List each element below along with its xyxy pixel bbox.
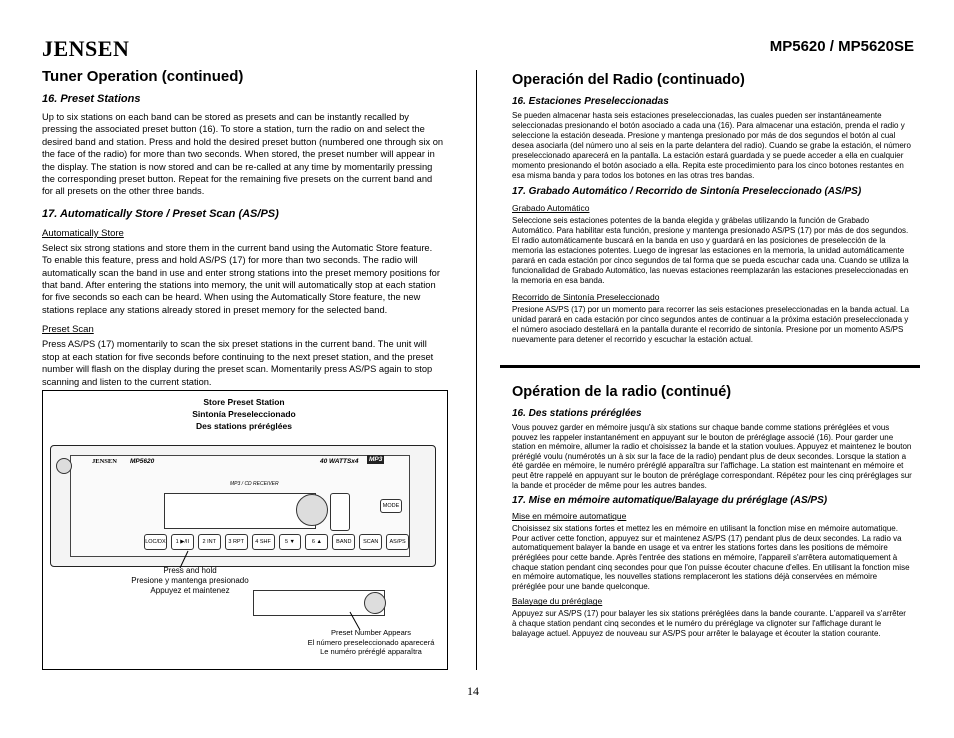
fr-bp-body: Appuyez sur AS/PS (17) pour balayer les six stations préréglées dans la bande courante. L'appareil va s'arrêter à chaque station pendant cinq secondes et le numéro du préréglage va clignoter sur l'affichage durant le balayage actuel. Appuyez de nouveau sur AS/PS pour arrêter le balayage et écouter la station courante. (512, 609, 906, 638)
en-s16-title: 16. Preset Stations (42, 93, 141, 105)
caption-es: Sintonía Preseleccionado (192, 409, 296, 419)
radio-display (164, 493, 316, 529)
es-rs-subtitle: Recorrido de Sintonía Preseleccionado (512, 292, 660, 302)
preset-2-button: 2 INT (198, 534, 221, 550)
en-ps-body: Press AS/PS (17) momentarily to scan the six preset stations in the current band. The unit will stop at each station for five seconds before continuing to the next preset station, and the preset number will flash on the display during the preset scan. Momentarily press AS/PS again to stop scanning and listen to the current station. (42, 339, 434, 387)
locdx-button: LOC/DX (144, 534, 167, 550)
brand-logo: JENSEN (42, 36, 130, 61)
fr-mm-body: Choisissez six stations fortes et mettez les en mémoire en utilisant la fonction mise en mémoire automatique. Pour activer cette fonction, appuyez sur et maintenez AS/PS (17) pendant plus de deux secondes. La radio va automatiquement balayer la bande en usage et va entrer les stations fortes dans les positions de mémoire préréglées pour cette bande. Après l'entrée des stations en mémoire, l'appareil s'arrêtera automatiquement à chaque station pendant cinq secondes pour que l'on puisse écouter chacune d'elles. En utilisant la fonction mise en mémoire automatique, les nouvelles stations remplaceront les stations déjà conservées en mémoire préréglée pour une bande quelconque. (512, 524, 910, 591)
mode-button: MODE (380, 499, 402, 513)
spanish-title: Operación del Radio (continuado) (512, 72, 745, 88)
page-number: 14 (467, 684, 479, 698)
preset-appears-fr: Le numéro préréglé apparaîtra (320, 647, 422, 656)
en-s16-body: Up to six stations on each band can be stored as presets and can be instantly recalled by pressing the associated preset button (16). To store a station, turn the radio on and select the desired band and station. Press and hold the desired preset button (numbered one through six on the face of the radio) for more than two seconds. When stored, the preset number will appear in the display. The station is now stored and can be re-called at any time by momentarily pressing the corresponding preset button. Repeat for the remaining five presets on the current band and for all presets on the other three bands. (42, 112, 444, 197)
fr-mm-subtitle: Mise en mémoire automatique (512, 511, 627, 522)
side-button-group (330, 493, 350, 531)
preset-6-button: 6 ▲ (305, 534, 328, 550)
radio-power-label: 40 WATTSx4 (320, 458, 359, 465)
band-button: BAND (332, 534, 355, 550)
es-s16-title: 16. Estaciones Preseleccionadas (512, 96, 669, 107)
preset-appears-es: El número preseleccionado aparecerá (307, 637, 435, 647)
english-title: Tuner Operation (continued) (42, 68, 244, 85)
caption-en: Store Preset Station (203, 397, 285, 407)
power-knob-icon (56, 458, 72, 474)
english-section (42, 68, 444, 394)
preset-1-button: 1 ▶/II (171, 534, 194, 550)
caption-fr: Des stations préréglées (196, 421, 292, 431)
en-ps-subtitle: Preset Scan (42, 324, 94, 336)
scan-button: SCAN (359, 534, 382, 550)
french-title: Opération de la radio (continué) (512, 384, 732, 400)
fr-s16-title: 16. Des stations préréglées (512, 408, 642, 419)
preset-appears-callout (286, 628, 456, 657)
preset-5-button: 5 ▼ (279, 534, 302, 550)
en-as-subtitle: Automatically Store (42, 227, 124, 239)
es-s17-title: 17. Grabado Automático / Recorrido de Sintonía Preseleccionado (AS/PS) (512, 186, 862, 197)
radio-model-label: MP5620 (130, 458, 155, 465)
fr-bp-subtitle: Balayage du préréglage (512, 596, 603, 607)
en-s17-title: 17. Automatically Store / Preset Scan (AS/PS) (42, 207, 279, 220)
model-title: MP5620 / MP5620SE (769, 38, 914, 55)
fr-s17-title: 17. Mise en mémoire automatique/Balayage du préréglage (AS/PS) (512, 495, 828, 507)
en-as-body: Select six strong stations and store them in the current band using the Automatic Store feature. To enable this feature, press and hold AS/PS (17) for more than two seconds. The radio will automatically scan the band in use and enter strong stations into the preset memory positions for that band. After entering the stations into memory, the unit will automatically stop at each station for five seconds so each can be heard. When using the Automatically Store feature, the new stations replace any stations already stored in preset memory for the selected band. (42, 242, 440, 315)
preset-4-button: 4 SHF (252, 534, 275, 550)
volume-knob-icon (296, 494, 328, 526)
section-rule (500, 365, 920, 368)
es-ga-subtitle: Grabado Automático (512, 203, 590, 213)
press-hold-fr: Appuyez et maintenez (150, 586, 230, 595)
spanish-section (512, 72, 912, 350)
es-ga-body: Seleccione seis estaciones potentes de la banda elegida y grábelas utilizando la función de Grabado Automático. Para habilitar esta función, presione y mantenga presionado AS/PS (17) por más de dos segundos. El radio automáticamente buscará en la banda en uso y guardará en las posiciones de preselección de la memoria las estaciones potentes. Luego de ingresar las estaciones en la memoria, la unidad automáticamente parará en cada estación por cinco segundos de tal forma que se pueda escuchar cada una. Cuando se utiliza la funcionalidad de Grabado Automático, las nuevas estaciones reemplazarán las estaciones preseleccionadas en la memoria en esa banda. (512, 216, 909, 285)
radio-subtitle: MP3 / CD RECEIVER (230, 481, 279, 487)
asps-button: AS/PS (386, 534, 409, 550)
mp3-badge: MP3 (369, 456, 383, 463)
preset-appears-en: Preset Number Appears (330, 628, 412, 637)
preset-3-button: 3 RPT (225, 534, 248, 550)
es-rs-body: Presione AS/PS (17) por un momento para recorrer las seis estaciones preseleccionadas en la banda actual. La unidad parará en cada estación por cinco segundos antes de continuar a la próxima estación preseleccionada y el número asociado destellará en la pantalla durante el recorrido de sintonía. Presione por un momento AS/PS nuevamente para detener el recorrido y escuchar la estación actual. (512, 305, 910, 344)
fr-s16-body: Vous pouvez garder en mémoire jusqu'à six stations sur chaque bande comme stations préréglées et vous pouvez les rappeler instantanément en appuyant sur le bouton de préréglage associé (16). Pour garder une station en mémoire, allumer la radio et choisissez la bande et la station voulues. Appuyez et maintenez le bouton préréglé voulu (numérotés un à six sur la face de la radio) pendant plus de deux secondes. Lorsque la station a été gardée en mémoire, le numéro préréglé apparaîtra sur l'affichage. La station est maintenant en mémoire et peut être rappelé en appuyant sur le bouton de préréglage correspondant. Répétez pour les cinq préréglages sur la bande et procéder de même pour les autres bandes. (512, 423, 912, 490)
press-hold-en: Press and hold (163, 566, 217, 575)
column-divider (476, 70, 477, 670)
figure-caption (42, 396, 446, 432)
radio-brand-label: JENSEN (92, 458, 117, 465)
french-section (512, 384, 912, 643)
press-hold-es: Presione y mantenga presionado (131, 576, 249, 585)
es-s16-body: Se pueden almacenar hasta seis estaciones preseleccionadas, las cuales pueden ser instantáneamente seleccionadas presionando el botón asociado a cada una (16). Para almacenar una estación, prenda el radio y seleccione la estación deseada. Presione y mantenga presionado por más de dos segundos el botón al cual desea asociarla (del número uno al seis en la parte delantera del radio). Cuando se grabe la estación, el número preseleccionado aparecerá en la pantalla. La estación estará guardada y se puede acceder a ella en cualquier momento presionando el botón asociado a ella. Repita este procedimiento para los cinco botones restantes en esa misma banda y para todos los botones en las otras tres bandas. (512, 111, 911, 180)
